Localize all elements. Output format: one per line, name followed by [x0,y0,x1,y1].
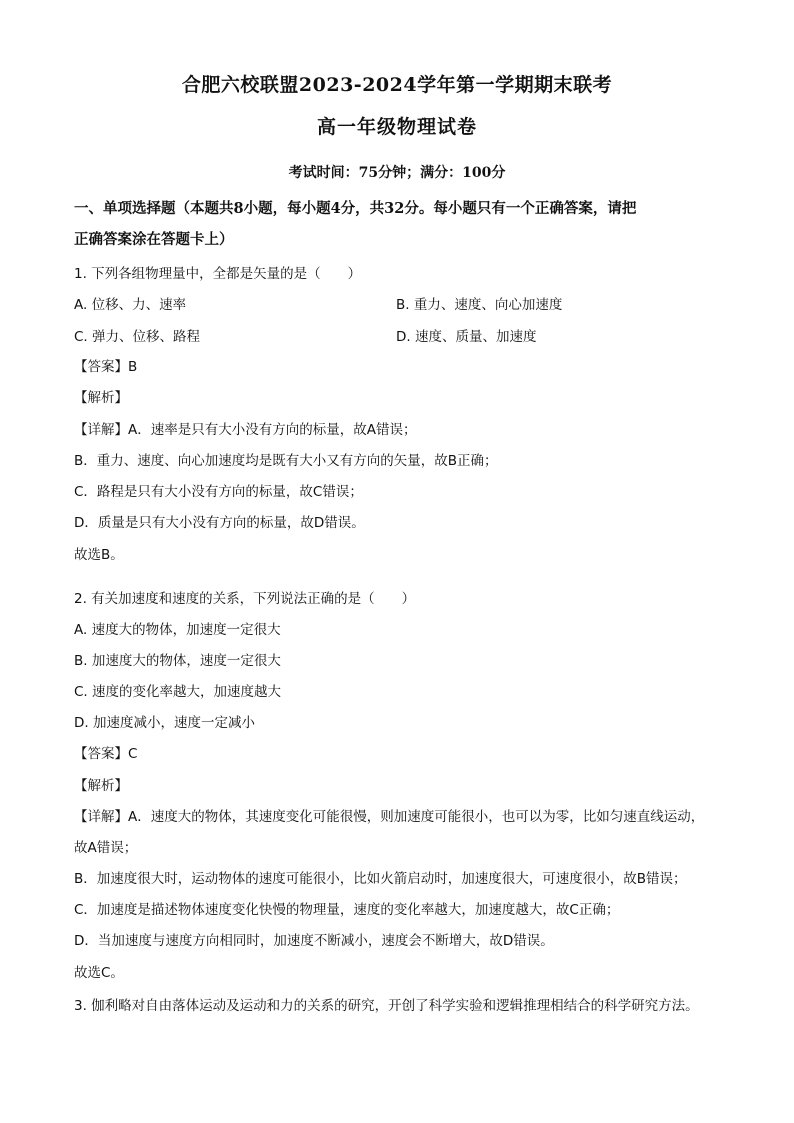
q1-detail-b: B．重力、速度、向心加速度均是既有大小又有方向的矢量，故B正确； [74,453,498,469]
exam-subtitle: 高一年级物理试卷 [316,116,477,138]
q1-answer: 【答案】B [74,359,138,375]
exam-title: 合肥六校联盟2023-2024学年第一学期期末联考 [181,74,613,96]
q2-option-b: B. 加速度大的物体，速度一定很大 [74,653,281,669]
q2-conclusion: 故选C。 [74,965,124,981]
q2-detail-a-cont: 故A错误； [74,840,138,856]
section-heading-line2: 正确答案涂在答题卡上） [74,231,234,248]
q1-option-c: C. 弹力、位移、路程 [74,329,201,345]
section-heading-line1: 一、单项选择题（本题共8小题，每小题4分，共32分。每小题只有一个正确答案，请把 [74,200,637,217]
q1-detail-d: D．质量是只有大小没有方向的标量，故D错误。 [74,515,365,531]
q1-detail-c: C．路程是只有大小没有方向的标量，故C错误； [74,484,363,500]
q2-option-d: D. 加速度减小，速度一定减小 [74,715,255,731]
q3-stem: 3. 伽利略对自由落体运动及运动和力的关系的研究，开创了科学实验和逻辑推理相结合的科学研究方法。 [74,998,699,1014]
q2-analysis-label: 【解析】 [74,778,128,794]
q2-option-a: A. 速度大的物体，加速度一定很大 [74,622,281,638]
q1-conclusion: 故选B。 [74,547,124,563]
q2-detail-c: C．加速度是描述物体速度变化快慢的物理量，速度的变化率越大，加速度越大，故C正确； [74,902,620,918]
q1-stem: 1. 下列各组物理量中，全都是矢量的是（ ） [74,266,362,282]
q1-detail-a: 【详解】A．速率是只有大小没有方向的标量，故A错误； [74,422,417,438]
q2-detail-b: B．加速度很大时，运动物体的速度可能很小，比如火箭启动时，加速度很大，可速度很小，故B错误； [74,871,687,887]
q1-option-a: A. 位移、力、速率 [74,297,187,313]
q2-option-c: C. 速度的变化率越大，加速度越大 [74,684,282,700]
q2-detail-d: D．当加速度与速度方向相同时，加速度不断减小，速度会不断增大，故D错误。 [74,933,554,949]
exam-meta: 考试时间：75分钟；满分：100分 [288,165,506,181]
q1-option-d: D. 速度、质量、加速度 [396,329,537,345]
q1-analysis-label: 【解析】 [74,390,128,406]
q2-detail-a: 【详解】A．速度大的物体，其速度变化可能很慢，则加速度可能很小，也可以为零，比如匀速直线运动， [74,809,705,825]
q2-stem: 2. 有关加速度和速度的关系，下列说法正确的是（ ） [74,591,416,607]
q2-answer: 【答案】C [74,746,138,762]
q1-option-b: B. 重力、速度、向心加速度 [396,297,563,313]
